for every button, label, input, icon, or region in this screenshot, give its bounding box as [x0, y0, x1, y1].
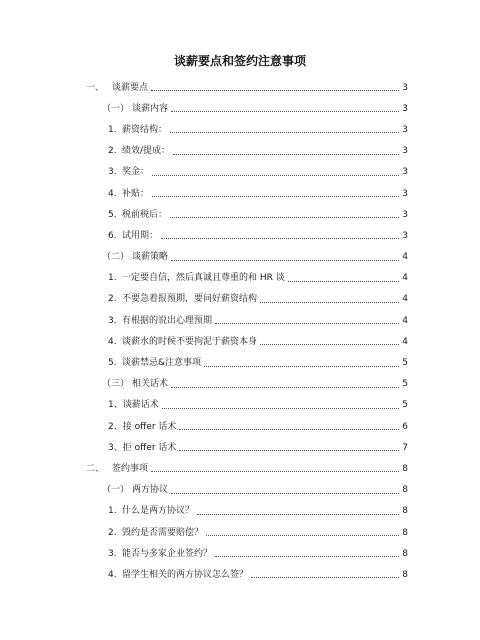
toc-entry-label: 谈薪禁忌&注意事项: [122, 358, 202, 369]
toc-entry[interactable]: [86, 225, 408, 246]
toc-entry-label: 能否与多家企业签约？: [122, 548, 213, 559]
dot-leader: [152, 196, 399, 197]
toc-entry-label: 谈薪水的时候不要拘泥于薪资本身: [122, 336, 258, 347]
toc-entry-label: 税前税后：: [122, 209, 168, 220]
dot-leader: [171, 387, 399, 388]
dot-leader: [162, 408, 399, 409]
toc-entry[interactable]: [86, 141, 408, 162]
toc-entry-label: 谈薪要点: [112, 82, 149, 93]
toc-entry-page-number: 6: [402, 421, 408, 432]
toc-entry-page-number: 8: [402, 548, 408, 559]
toc-entry-page-number: 5: [402, 358, 408, 369]
toc-entry-number: （一）: [102, 103, 130, 114]
dot-leader: [197, 514, 399, 515]
toc-entry-label: 谈薪策略: [132, 252, 169, 263]
dot-leader: [161, 238, 399, 239]
toc-entry-label: 拒 offer 话术: [122, 442, 177, 453]
toc-entry-label: 留学生相关的两方协议怎么签？: [122, 569, 249, 580]
dot-leader: [215, 323, 399, 324]
toc-entry-number: 6.: [108, 230, 117, 241]
dot-leader: [204, 366, 399, 367]
toc-entry-number: 1.: [108, 124, 117, 135]
toc-entry-number: 3.: [108, 548, 117, 559]
toc-entry[interactable]: [86, 331, 408, 352]
dot-leader: [215, 556, 399, 557]
toc-entry[interactable]: [86, 458, 408, 479]
dot-leader: [170, 132, 399, 133]
toc-entry-number: 4.: [108, 336, 117, 347]
table-of-contents: [86, 77, 408, 586]
toc-entry-label: 有根据的说出心理预期: [122, 315, 213, 326]
toc-entry-number: 3.: [108, 315, 117, 326]
toc-entry-page-number: 3: [402, 146, 408, 157]
toc-entry-page-number: 3: [402, 230, 408, 241]
toc-entry-page-number: 7: [402, 442, 408, 453]
dot-leader: [179, 429, 399, 430]
toc-entry[interactable]: [86, 289, 408, 310]
toc-entry-page-number: 3: [402, 103, 408, 114]
toc-entry-label: 什么是两方协议？: [122, 506, 195, 517]
toc-entry-label: 不要急着报预期，要问好薪资结构: [122, 294, 258, 305]
toc-entry[interactable]: [86, 437, 408, 458]
toc-entry[interactable]: [86, 183, 408, 204]
toc-entry-number: 3.: [108, 167, 117, 178]
toc-entry-label: 相关话术: [132, 379, 169, 390]
toc-entry-number: 二、: [86, 463, 105, 474]
toc-entry-number: 2.: [108, 294, 117, 305]
toc-entry-page-number: 8: [402, 527, 408, 538]
dot-leader: [179, 450, 399, 451]
toc-entry-label: 补贴：: [122, 188, 150, 199]
dot-leader: [288, 281, 399, 282]
toc-entry-page-number: 8: [402, 485, 408, 496]
toc-entry[interactable]: [86, 310, 408, 331]
dot-leader: [151, 471, 399, 472]
toc-entry-number: 1.: [108, 506, 117, 517]
toc-entry-page-number: 5: [402, 379, 408, 390]
toc-entry[interactable]: [86, 204, 408, 225]
toc-entry-label: 签约事项: [112, 463, 149, 474]
toc-entry-label: 两方协议: [132, 485, 169, 496]
dot-leader: [171, 260, 399, 261]
toc-entry[interactable]: [86, 268, 408, 289]
toc-entry-number: 2.: [108, 146, 117, 157]
toc-entry[interactable]: [86, 77, 408, 98]
toc-entry-page-number: 4: [402, 273, 408, 284]
toc-entry-number: 1.: [108, 273, 117, 284]
toc-entry-page-number: 8: [402, 463, 408, 474]
toc-entry[interactable]: [86, 374, 408, 395]
toc-entry-label: 试用期：: [122, 230, 159, 241]
toc-entry-page-number: 3: [402, 188, 408, 199]
dot-leader: [173, 154, 399, 155]
toc-entry-page-number: 3: [402, 124, 408, 135]
toc-entry-number: 1、: [108, 400, 123, 411]
dot-leader: [152, 175, 399, 176]
toc-entry-page-number: 4: [402, 294, 408, 305]
toc-entry-page-number: 4: [402, 252, 408, 263]
dot-leader: [206, 535, 399, 536]
toc-entry[interactable]: [86, 98, 408, 119]
toc-entry-page-number: 8: [402, 506, 408, 517]
toc-entry-label: 薪资结构：: [122, 124, 168, 135]
toc-entry[interactable]: [86, 416, 408, 437]
toc-entry-label: 谈薪内容: [132, 103, 169, 114]
dot-leader: [171, 111, 399, 112]
toc-entry[interactable]: [86, 395, 408, 416]
toc-entry[interactable]: [86, 119, 408, 140]
toc-entry-number: （二）: [102, 252, 130, 263]
toc-entry-page-number: 3: [402, 209, 408, 220]
toc-entry[interactable]: [86, 352, 408, 373]
toc-entry-page-number: 8: [402, 569, 408, 580]
toc-entry-label: 谈薪话术: [122, 400, 159, 411]
toc-entry-label: 接 offer 话术: [122, 421, 177, 432]
toc-entry[interactable]: [86, 247, 408, 268]
toc-entry-number: （三）: [102, 379, 130, 390]
document-title: 谈薪要点和签约注意事项: [173, 54, 306, 68]
toc-entry-label: 一定要自信，然后真诚且尊重的和 HR 谈: [122, 273, 285, 284]
toc-entry-label: 奖金：: [122, 167, 150, 178]
toc-entry-number: 2、: [108, 421, 123, 432]
toc-entry-number: 5.: [108, 209, 117, 220]
toc-entry-number: 一、: [86, 82, 105, 93]
toc-entry-page-number: 3: [402, 167, 408, 178]
toc-entry-number: 4.: [108, 188, 117, 199]
toc-entry-number: 4.: [108, 569, 117, 580]
toc-entry-number: 5.: [108, 358, 117, 369]
toc-entry[interactable]: [86, 543, 408, 564]
dot-leader: [260, 302, 399, 303]
dot-leader: [151, 90, 399, 91]
toc-entry-number: 2.: [108, 527, 117, 538]
toc-entry-label: 毁约是否需要赔偿？: [122, 527, 204, 538]
dot-leader: [171, 493, 399, 494]
toc-entry-number: （一）: [102, 485, 130, 496]
toc-entry-page-number: 5: [402, 400, 408, 411]
toc-entry-label: 绩效/提成：: [122, 146, 171, 157]
toc-entry-page-number: 3: [402, 82, 408, 93]
dot-leader: [260, 344, 399, 345]
toc-entry-page-number: 4: [402, 315, 408, 326]
toc-entry[interactable]: [86, 564, 408, 585]
toc-entry-page-number: 4: [402, 336, 408, 347]
toc-entry-number: 3、: [108, 442, 123, 453]
toc-entry[interactable]: [86, 501, 408, 522]
toc-entry[interactable]: [86, 522, 408, 543]
toc-entry[interactable]: [86, 162, 408, 183]
toc-entry[interactable]: [86, 480, 408, 501]
dot-leader: [170, 217, 399, 218]
dot-leader: [251, 577, 399, 578]
